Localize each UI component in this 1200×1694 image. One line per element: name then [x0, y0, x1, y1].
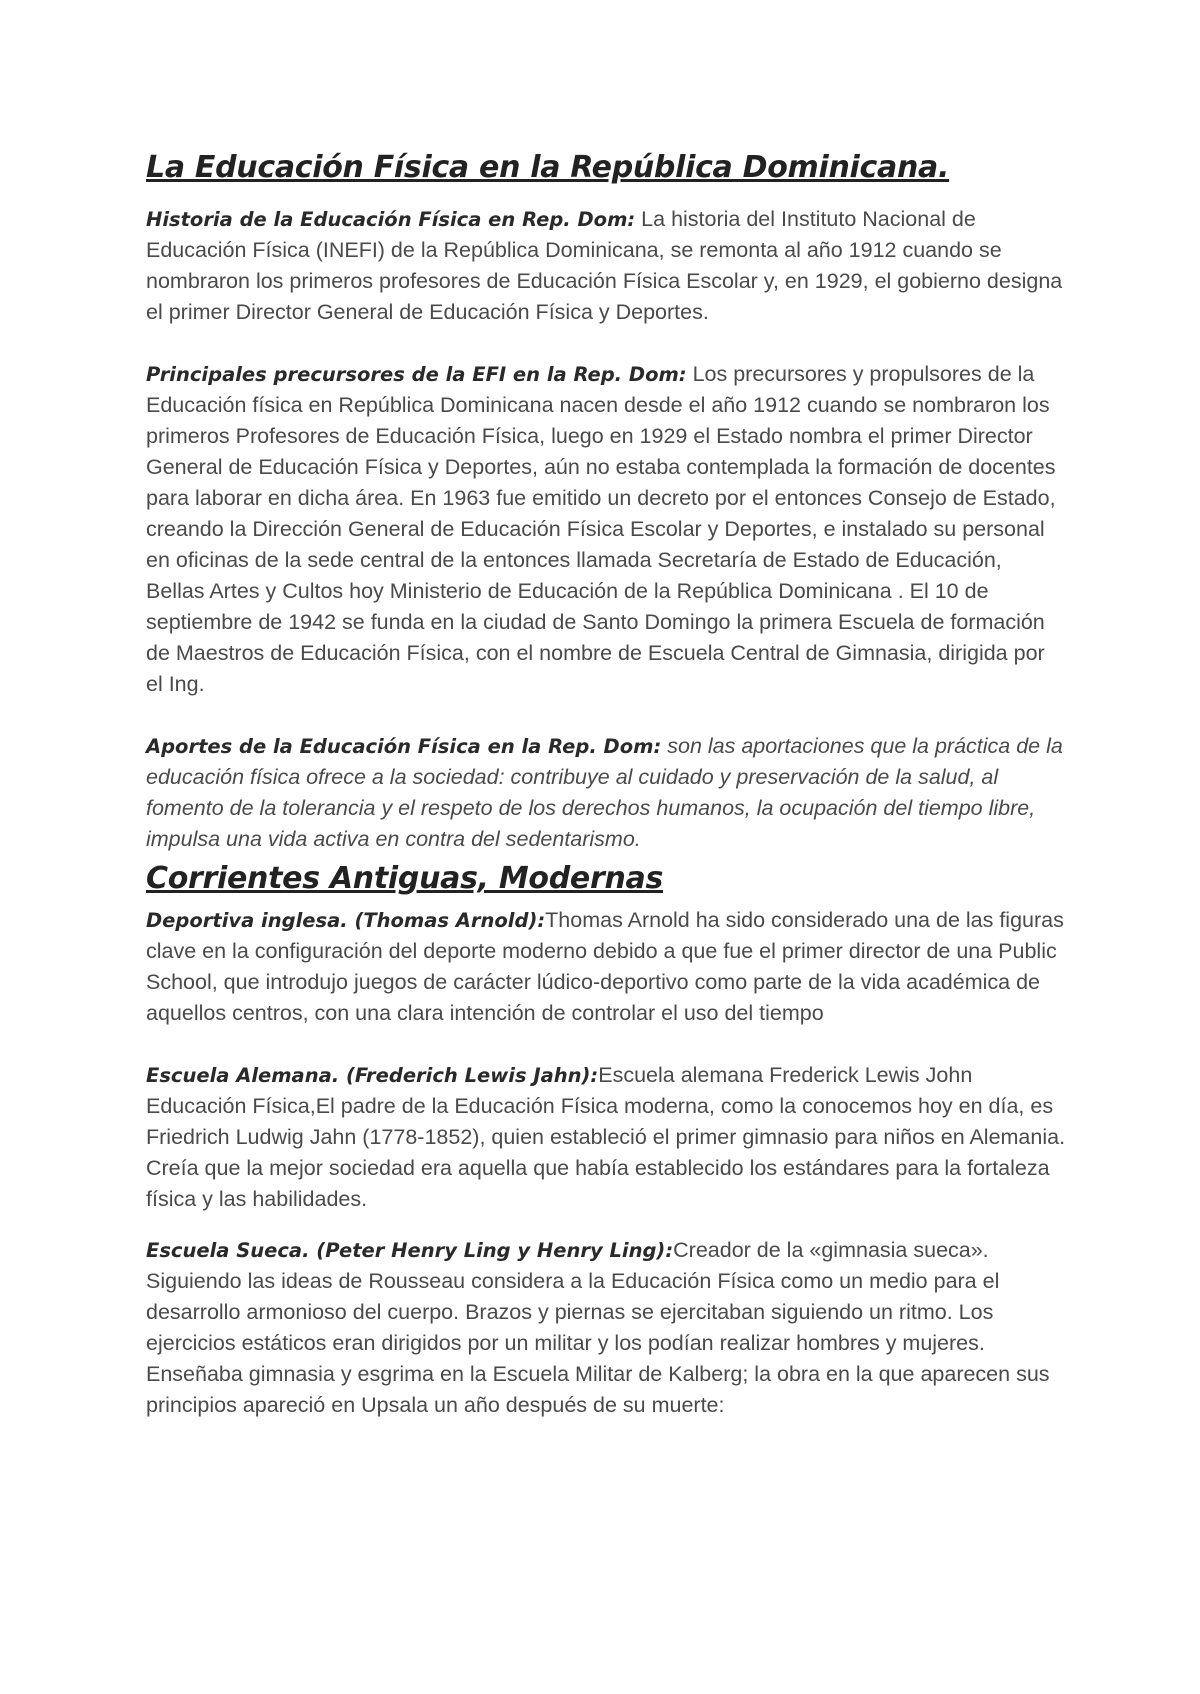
section-aportes: [146, 731, 1066, 855]
current-text: Creador de la «gimnasia sueca». Siguiendo las ideas de Rousseau considera a la Educación Física como un medio para el desarrollo armonioso del cuerpo. Brazos y piernas se ejercitaban siguiendo un ritmo. Los ejercicios estáticos eran dirigidos por un militar y los podían realizar hombres y mujeres. Enseñaba gimnasia y esgrima en la Escuela Militar de Kalberg; la obra en la que aparecen sus principios apareció en Upsala un año después de su muerte:: [146, 1238, 1050, 1417]
section-heading-corrientes: Corrientes Antiguas, Modernas: [146, 861, 664, 896]
section-label: Principales precursores de la EFI en la Rep. Dom:: [146, 363, 687, 386]
current-inglesa: [146, 905, 1066, 1029]
current-label: Deportiva inglesa. (Thomas Arnold):: [146, 909, 546, 932]
current-alemana: [146, 1060, 1066, 1215]
document-page: [146, 148, 1066, 1421]
current-text: Escuela alemana Frederick Lewis John Educación Física,El padre de la Educación Física moderna, como la conocemos hoy en día, es Friedrich Ludwig Jahn (1778-1852), quien estableció el primer gimnasio para niños en Alemania. Creía que la mejor sociedad era aquella que había establecido los estándares para la fortaleza física y las habilidades.: [146, 1063, 1066, 1211]
section-label: Aportes de la Educación Física en la Rep. Dom:: [146, 735, 662, 758]
section-historia: [146, 204, 1066, 328]
section-text: son las aportaciones que la práctica de la educación física ofrece a la sociedad: contribuye al cuidado y preservación de la salud, al fomento de la tolerancia y el respeto de los derechos humanos, la ocupación del tiempo libre, impulsa una vida activa en contra del sedentarismo.: [146, 734, 1063, 851]
current-label: Escuela Alemana. (Frederich Lewis Jahn):: [146, 1064, 599, 1087]
current-sueca: [146, 1235, 1066, 1421]
section-text: Los precursores y propulsores de la Educación física en República Dominicana nacen desde el año 1912 cuando se nombraron los primeros Profesores de Educación Física, luego en 1929 el Estado nombra el primer Director General de Educación Física y Deportes, aún no estaba contemplada la formación de docentes para laborar en dicha área. En 1963 fue emitido un decreto por el entonces Consejo de Estado, creando la Dirección General de Educación Física Escolar y Deportes, e instalado su personal en oficinas de la sede central de la entonces llamada Secretaría de Estado de Educación, Bellas Artes y Cultos hoy Ministerio de Educación de la República Dominicana . El 10 de septiembre de 1942 se funda en la ciudad de Santo Domingo la primera Escuela de formación de Maestros de Educación Física, con el nombre de Escuela Central de Gimnasia, dirigida por el Ing.: [146, 362, 1056, 696]
current-text: Thomas Arnold ha sido considerado una de las figuras clave en la configuración del deporte moderno debido a que fue el primer director de una Public School, que introdujo juegos de carácter lúdico-deportivo como parte de la vida académica de aquellos centros, con una clara intención de controlar el uso del tiempo: [146, 908, 1064, 1025]
document-title: La Educación Física en la República Dominicana.: [146, 150, 950, 185]
section-label: Historia de la Educación Física en Rep. Dom:: [146, 208, 636, 231]
section-precursores: [146, 359, 1066, 700]
section-text: La historia del Instituto Nacional de Educación Física (INEFI) de la República Dominicana, se remonta al año 1912 cuando se nombraron los primeros profesores de Educación Física Escolar y, en 1929, el gobierno designa el primer Director General de Educación Física y Deportes.: [146, 207, 1063, 324]
current-label: Escuela Sueca. (Peter Henry Ling y Henry Ling):: [146, 1239, 674, 1262]
